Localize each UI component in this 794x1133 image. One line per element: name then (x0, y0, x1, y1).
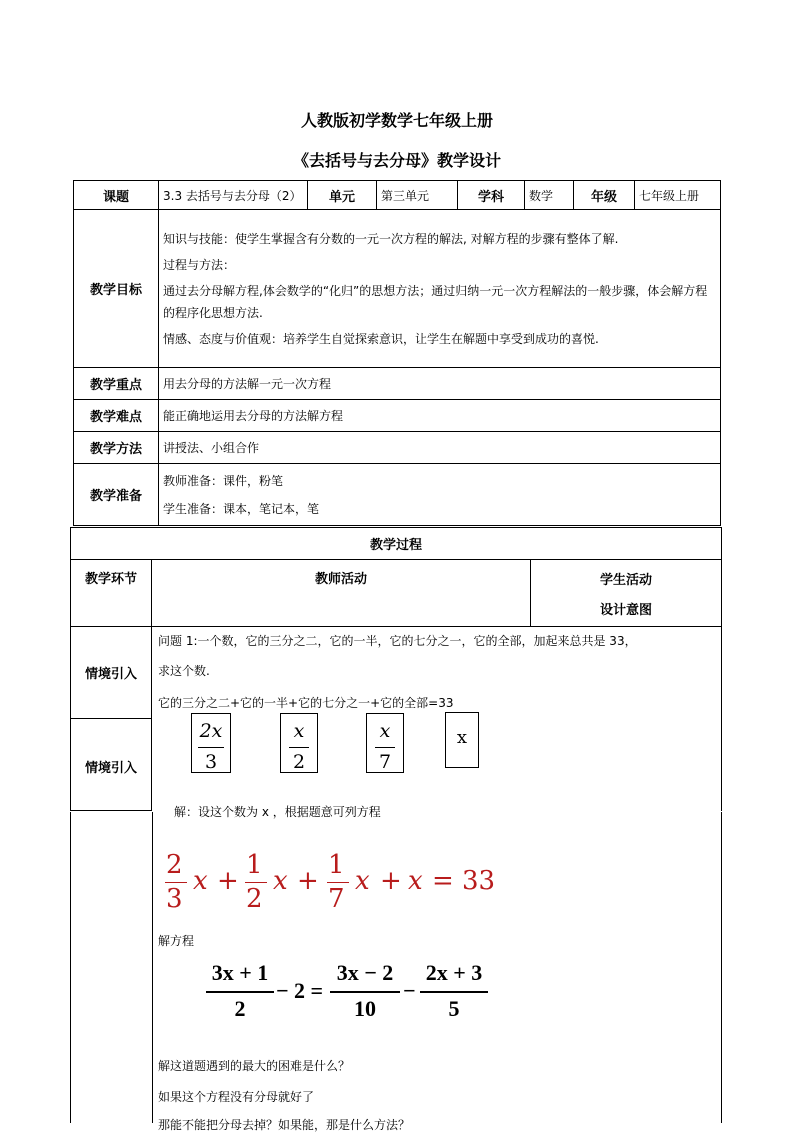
stage-column-continuation (70, 812, 153, 1123)
course-value: 数学 (525, 181, 574, 210)
problem-line-1: 问题 1:一个数，它的三分之二，它的一半，它的七分之一，它的全部，加起来总共是 33， (158, 634, 637, 648)
box-whole: x (445, 712, 479, 768)
grade-value: 七年级上册 (635, 181, 721, 210)
prep-content (159, 464, 721, 526)
problem-line-2: 求这个数. (158, 664, 210, 678)
unit-value: 第三单元 (377, 181, 458, 210)
course-label: 学科 (458, 181, 525, 210)
goal-line: 知识与技能：使学生掌握含有分数的一元一次方程的解法, 对解方程的步骤有整体了解. (163, 231, 619, 246)
question-3: 那能不能把分母去掉？如果能，那是什么方法？ (158, 1118, 411, 1132)
key-label: 教学重点 (74, 368, 159, 400)
fraction-box-seventh: x 7 (366, 713, 404, 773)
solve-label: 解方程 (158, 934, 195, 948)
stage-intro-2: 情境引入 (71, 719, 152, 811)
col-design-intent: 设计意图 (599, 603, 652, 618)
prep-student: 学生准备：课本，笔记本，笔 (163, 501, 320, 516)
document-title: 人教版初学数学七年级上册 (300, 111, 493, 130)
method-value: 讲授法、小组合作 (159, 432, 721, 464)
goal-content (159, 210, 721, 368)
info-table (73, 180, 721, 526)
teacher-content-cell (152, 627, 722, 811)
right-border-continuation (721, 812, 722, 1123)
prep-teacher: 教师准备：课件，粉笔 (163, 473, 284, 488)
goal-line: 情感、态度与价值观：培养学生自觉探索意识，让学生在解题中享受到成功的喜悦. (163, 331, 599, 346)
question-2: 如果这个方程没有分母就好了 (158, 1090, 315, 1104)
goal-line: 过程与方法： (163, 257, 236, 272)
solution-intro: 解：设这个数为 x ，根据题意可列方程 (174, 805, 381, 819)
difficulty-label: 教学难点 (74, 400, 159, 432)
difficulty-value: 能正确地运用去分母的方法解方程 (159, 400, 721, 432)
stage-intro-1: 情境引入 (71, 627, 152, 719)
prep-label: 教学准备 (74, 464, 159, 526)
goal-line: 通过去分母解方程,体会数学的“化归”的思想方法；通过归纳一元一次方程解法的一般步骤，体会解方程的程序化思想方法. (163, 283, 708, 320)
col-student (531, 560, 722, 627)
col-stage: 教学环节 (71, 560, 152, 627)
fraction-box-two-thirds: 2x 3 (191, 713, 231, 773)
col-student-activity: 学生活动 (599, 573, 652, 588)
question-1: 解这道题遇到的最大的困难是什么？ (158, 1059, 351, 1073)
process-header: 教学过程 (71, 528, 722, 560)
method-label: 教学方法 (74, 432, 159, 464)
col-teacher: 教师活动 (152, 560, 531, 627)
fraction-box-half: x 2 (280, 713, 318, 773)
subject-label: 课题 (74, 181, 159, 210)
grade-label: 年级 (574, 181, 635, 210)
sum-line: 它的三分之二+它的一半+它的七分之一+它的全部=33 (158, 696, 454, 710)
key-value: 用去分母的方法解一元一次方程 (159, 368, 721, 400)
goal-label: 教学目标 (74, 210, 159, 368)
unit-label: 单元 (308, 181, 377, 210)
subject-value: 3.3 去括号与去分母（2） (159, 181, 308, 210)
document-subtitle: 《去括号与去分母》教学设计 (292, 151, 501, 170)
